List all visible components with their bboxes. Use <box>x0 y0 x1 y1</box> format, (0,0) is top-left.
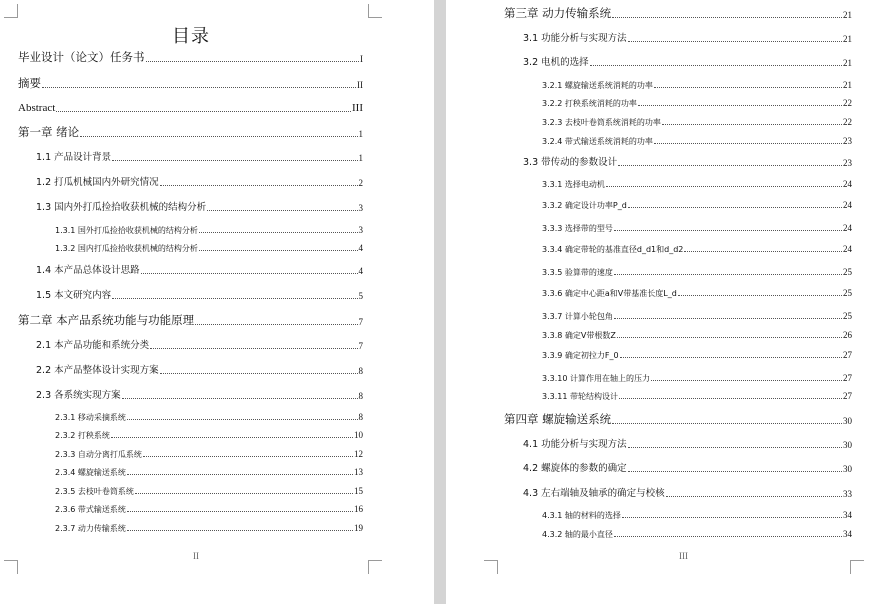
toc-entry-label: 3.3.11 带轮结构设计 <box>542 392 618 401</box>
toc-entry-label: 1.3 国内外打瓜捡拾收获机械的结构分析 <box>36 202 207 213</box>
dot-leader <box>612 423 842 424</box>
toc-entry-page: 7 <box>358 340 363 351</box>
document-page-right <box>446 0 890 604</box>
toc-entry-label: 1.2 打瓜机械国内外研究情况 <box>36 177 159 188</box>
toc-entry-page: I <box>360 53 363 64</box>
toc-entry-page: 24 <box>843 244 852 254</box>
dot-leader <box>111 437 353 438</box>
toc-entry[interactable] <box>542 312 852 321</box>
toc-entry[interactable] <box>55 431 363 440</box>
toc-entry[interactable] <box>523 464 852 474</box>
toc-entry[interactable] <box>18 103 363 114</box>
toc-entry-label: 3.3.4 确定带轮的基准直径d_d1和d_d2 <box>542 245 684 254</box>
dot-leader <box>628 447 842 448</box>
toc-entry[interactable] <box>523 440 852 450</box>
dot-leader <box>654 143 842 144</box>
toc-entry-page: 24 <box>843 200 852 210</box>
dot-leader <box>618 165 842 166</box>
toc-entry[interactable] <box>542 374 852 383</box>
toc-entry-page: 8 <box>358 390 363 401</box>
toc-entry-page: 25 <box>843 288 852 298</box>
dot-leader <box>614 230 842 231</box>
toc-entry-page: 23 <box>843 157 852 168</box>
toc-entry[interactable] <box>55 244 363 253</box>
toc-entry-label: 3.3.8 确定V带根数Z <box>542 331 616 340</box>
toc-entry-label: 4.3.2 轴的最小直径 <box>542 530 613 539</box>
toc-entry[interactable] <box>55 450 363 459</box>
dot-leader <box>112 298 357 299</box>
toc-entry[interactable] <box>542 201 852 210</box>
crop-mark <box>4 4 18 18</box>
dot-leader <box>80 136 357 137</box>
toc-entry-label: 2.3.6 带式输送系统 <box>55 505 126 514</box>
toc-entry-label: 3.3.1 选择电动机 <box>542 180 605 189</box>
toc-entry-page: 30 <box>843 415 852 426</box>
toc-entry[interactable] <box>542 245 852 254</box>
toc-entry-page: 30 <box>843 463 852 474</box>
dot-leader <box>614 318 842 319</box>
toc-entry-page: 3 <box>358 202 363 213</box>
toc-entry[interactable] <box>55 226 363 235</box>
toc-entry-label: 4.2 螺旋体的参数的确定 <box>523 463 627 474</box>
toc-entry-page: 34 <box>843 529 852 539</box>
toc-entry-label: 4.3.1 轴的材料的选择 <box>542 511 621 520</box>
toc-entry-label: 3.3.2 确定设计功率P_d <box>542 201 627 210</box>
dot-leader <box>612 17 842 18</box>
toc-entry-page: 10 <box>354 430 363 440</box>
dot-leader <box>638 105 842 106</box>
toc-entry-page: 1 <box>358 128 363 139</box>
toc-entry-label: 3.3.5 验算带的速度 <box>542 268 613 277</box>
dot-leader <box>127 511 353 512</box>
toc-entry-page: II <box>357 79 363 90</box>
toc-entry[interactable] <box>36 153 363 163</box>
toc-entry-label: 2.3.5 去枝叶卷筒系统 <box>55 487 134 496</box>
toc-entry[interactable] <box>542 351 852 360</box>
toc-entry-page: 13 <box>354 467 363 477</box>
toc-entry-page: 21 <box>843 33 852 44</box>
toc-entry-label: 2.1 本产品功能和系统分类 <box>36 340 150 351</box>
dot-leader <box>199 250 358 251</box>
toc-entry[interactable] <box>55 505 363 514</box>
toc-entry-page: 12 <box>354 449 363 459</box>
toc-entry[interactable] <box>542 530 852 539</box>
dot-leader <box>112 160 357 161</box>
toc-entry-page: 27 <box>843 391 852 401</box>
toc-title: 目录 <box>172 26 210 47</box>
dot-leader <box>122 398 358 399</box>
toc-entry[interactable] <box>542 268 852 277</box>
toc-entry-page: 2 <box>358 177 363 188</box>
dot-leader <box>614 536 842 537</box>
dot-leader <box>195 324 357 325</box>
toc-entry-page: 7 <box>358 316 363 327</box>
toc-entry-label: 1.1 产品设计背景 <box>36 152 112 163</box>
dot-leader <box>651 380 842 381</box>
toc-entry-page: 4 <box>358 265 363 276</box>
toc-entry-label: 3.3.9 确定初拉力F_0 <box>542 351 619 360</box>
toc-entry-label: 2.2 本产品整体设计实现方案 <box>36 365 159 376</box>
toc-entry-page: 30 <box>843 439 852 450</box>
toc-entry-page: 21 <box>843 80 852 90</box>
toc-entry[interactable] <box>542 289 852 298</box>
toc-entry-page: 27 <box>843 373 852 383</box>
dot-leader <box>127 530 353 531</box>
toc-entry[interactable] <box>542 118 852 127</box>
toc-entry-page: 1 <box>358 152 363 163</box>
toc-entry-page: 22 <box>843 98 852 108</box>
toc-entry-label: 2.3.7 动力传输系统 <box>55 524 126 533</box>
toc-entry-label: 1.5 本文研究内容 <box>36 290 112 301</box>
dot-leader <box>143 456 353 457</box>
dot-leader <box>207 210 357 211</box>
toc-entry-page: 21 <box>843 57 852 68</box>
toc-entry[interactable] <box>523 34 852 44</box>
toc-entry-label: 第四章 螺旋输送系统 <box>504 412 612 426</box>
crop-mark <box>368 4 382 18</box>
document-page-left <box>0 0 434 604</box>
toc-entry-label: 3.2.2 打秧系统消耗的功率 <box>542 99 637 108</box>
toc-entry[interactable] <box>36 178 363 188</box>
dot-leader <box>628 41 842 42</box>
toc-entry-page: 25 <box>843 267 852 277</box>
toc-entry[interactable] <box>18 127 363 139</box>
dot-leader <box>654 87 842 88</box>
toc-entry[interactable] <box>55 413 363 422</box>
toc-entry-label: 3.2.1 螺旋输送系统消耗的功率 <box>542 81 653 90</box>
dot-leader <box>684 251 842 252</box>
toc-entry-page: 26 <box>843 330 852 340</box>
toc-entry[interactable] <box>542 511 852 520</box>
toc-entry-page: 5 <box>358 290 363 301</box>
toc-entry-label: 2.3.4 螺旋输送系统 <box>55 468 126 477</box>
toc-entry[interactable] <box>18 52 363 64</box>
toc-entry-label: 3.3.7 计算小轮包角 <box>542 312 613 321</box>
dot-leader <box>606 186 842 187</box>
crop-mark <box>850 560 864 574</box>
dot-leader <box>614 274 842 275</box>
toc-entry-label: 第一章 绪论 <box>18 125 80 139</box>
toc-entry-label: 第三章 动力传输系统 <box>504 6 612 20</box>
toc-entry-page: 33 <box>843 488 852 499</box>
toc-entry-page: 34 <box>843 510 852 520</box>
toc-entry-page: 8 <box>358 365 363 376</box>
toc-entry-page: 8 <box>358 412 363 422</box>
toc-entry-label: 1.3.1 国外打瓜捡拾收获机械的结构分析 <box>55 226 198 235</box>
toc-entry-page: 19 <box>354 523 363 533</box>
toc-entry-page: 24 <box>843 179 852 189</box>
dot-leader <box>619 398 842 399</box>
toc-entry[interactable] <box>542 331 852 340</box>
dot-leader <box>678 295 842 296</box>
dot-leader <box>622 517 842 518</box>
toc-entry[interactable] <box>542 81 852 90</box>
toc-entry[interactable] <box>504 8 852 20</box>
crop-mark <box>368 560 382 574</box>
toc-entry[interactable] <box>542 224 852 233</box>
toc-entry-page: 24 <box>843 223 852 233</box>
toc-entry-label: 3.2.3 去枝叶卷筒系统消耗的功率 <box>542 118 661 127</box>
toc-entry-label: 第二章 本产品系统功能与功能原理 <box>18 313 195 327</box>
dot-leader <box>666 496 842 497</box>
toc-entry-label: 1.4 本产品总体设计思路 <box>36 265 140 276</box>
dot-leader <box>146 61 360 62</box>
toc-entry[interactable] <box>542 137 852 146</box>
toc-entry-label: 3.3.10 计算作用在轴上的压力 <box>542 374 650 383</box>
dot-leader <box>127 419 358 420</box>
dot-leader <box>628 471 842 472</box>
toc-entry[interactable] <box>523 158 852 168</box>
toc-entry[interactable] <box>55 487 363 496</box>
toc-entry-label: 2.3.1 移动采摘系统 <box>55 413 126 422</box>
toc-entry[interactable] <box>18 315 363 327</box>
dot-leader <box>628 207 842 208</box>
toc-entry[interactable] <box>523 58 852 68</box>
toc-entry-label: 3.3.6 确定中心距a和V带基准长度L_d <box>542 289 677 298</box>
toc-entry-label: 摘要 <box>18 76 41 90</box>
dot-leader <box>150 348 357 349</box>
dot-leader <box>42 87 356 88</box>
dot-leader <box>199 232 358 233</box>
toc-entry[interactable] <box>36 391 363 401</box>
dot-leader <box>160 373 358 374</box>
toc-entry[interactable] <box>36 341 363 351</box>
toc-entry-label: 3.2 电机的选择 <box>523 57 589 68</box>
toc-entry[interactable] <box>523 489 852 499</box>
toc-entry[interactable] <box>36 366 363 376</box>
page-gutter <box>434 0 446 604</box>
crop-mark <box>484 560 498 574</box>
toc-entry-page: 4 <box>358 243 363 253</box>
toc-entry-label: 4.3 左右端轴及轴承的确定与校核 <box>523 488 665 499</box>
toc-entry-page: 3 <box>358 225 363 235</box>
toc-entry-page: 16 <box>354 504 363 514</box>
dot-leader <box>56 111 351 112</box>
toc-entry[interactable] <box>36 203 363 213</box>
toc-entry-page: III <box>352 102 363 114</box>
toc-entry[interactable] <box>55 524 363 533</box>
page-number-footer: III <box>679 551 688 561</box>
toc-entry-label: 2.3.2 打秧系统 <box>55 431 110 440</box>
toc-entry-page: 23 <box>843 136 852 146</box>
toc-entry[interactable] <box>36 291 363 301</box>
toc-entry-page: 22 <box>843 117 852 127</box>
toc-entry-label: Abstract <box>18 102 56 114</box>
toc-entry[interactable] <box>504 414 852 426</box>
toc-entry-page: 21 <box>843 9 852 20</box>
dot-leader <box>141 273 358 274</box>
dot-leader <box>620 357 842 358</box>
dot-leader <box>590 65 842 66</box>
dot-leader <box>160 185 358 186</box>
toc-entry-label: 3.3 带传动的参数设计 <box>523 157 618 168</box>
crop-mark <box>4 560 18 574</box>
toc-entry-label: 3.2.4 带式输送系统消耗的功率 <box>542 137 653 146</box>
toc-entry-label: 毕业设计（论文）任务书 <box>18 50 145 64</box>
toc-entry[interactable] <box>542 180 852 189</box>
toc-entry[interactable] <box>55 468 363 477</box>
dot-leader <box>127 474 353 475</box>
toc-entry[interactable] <box>36 266 363 276</box>
toc-entry-page: 27 <box>843 350 852 360</box>
dot-leader <box>617 337 842 338</box>
toc-entry[interactable] <box>542 392 852 401</box>
toc-entry-label: 4.1 功能分析与实现方法 <box>523 439 627 450</box>
toc-entry[interactable] <box>18 78 363 90</box>
toc-entry-page: 15 <box>354 486 363 496</box>
toc-entry[interactable] <box>542 99 852 108</box>
toc-entry-label: 3.3.3 选择带的型号 <box>542 224 613 233</box>
toc-entry-label: 1.3.2 国内打瓜捡拾收获机械的结构分析 <box>55 244 198 253</box>
page-number-footer: II <box>193 551 199 561</box>
dot-leader <box>135 493 353 494</box>
toc-entry-label: 2.3 各系统实现方案 <box>36 390 121 401</box>
toc-entry-label: 2.3.3 自动分离打瓜系统 <box>55 450 142 459</box>
toc-entry-label: 3.1 功能分析与实现方法 <box>523 33 627 44</box>
dot-leader <box>662 124 842 125</box>
toc-entry-page: 25 <box>843 311 852 321</box>
